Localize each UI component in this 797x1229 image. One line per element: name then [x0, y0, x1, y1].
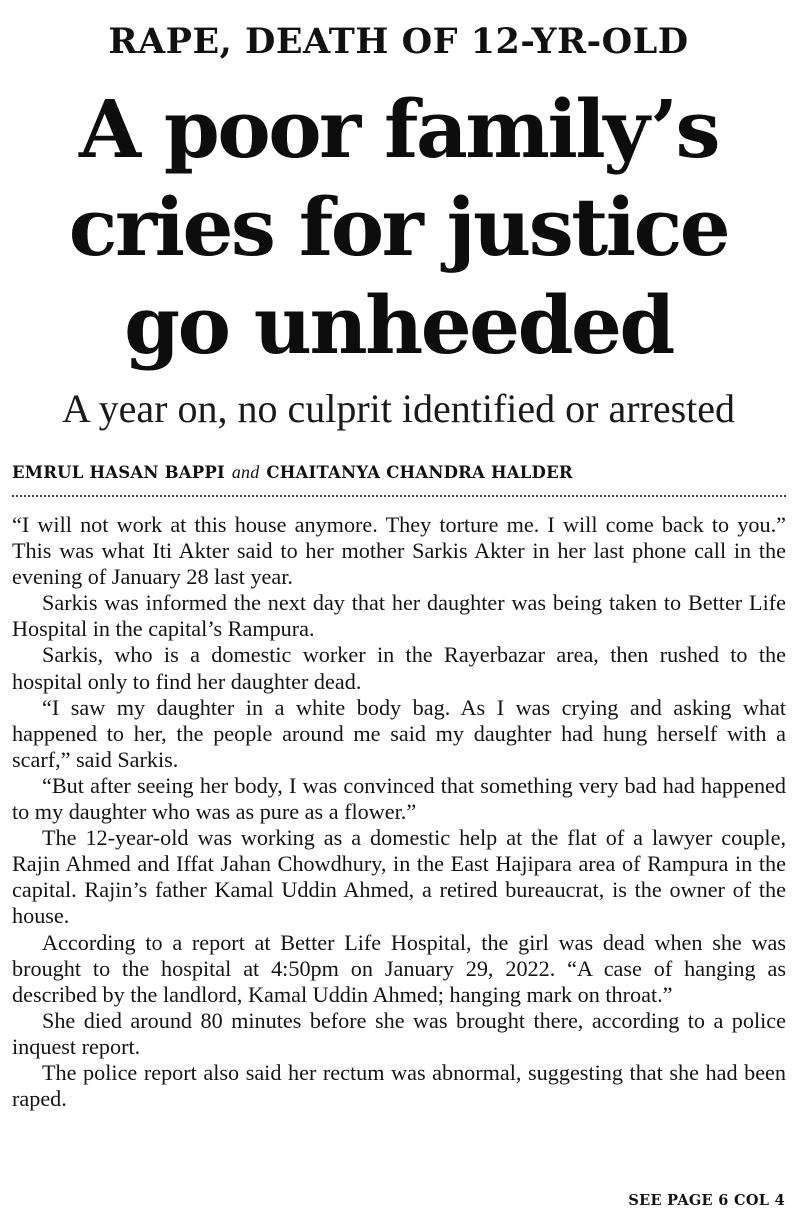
byline — [12, 459, 573, 486]
paragraph: The 12-year-old was working as a domestic help at the flat of a lawyer couple, Rajin Ahmed and Iffat Jahan Chowdhury, in the East Hajipara area of Rampura in the capital. Rajin’s father Kamal Uddin Ahmed, a retired bureaucrat, is the owner of the house. — [12, 825, 786, 929]
paragraph: According to a report at Better Life Hospital, the girl was dead when she was brought to the hospital at 4:50pm on January 29, 2022. “A case of hanging as described by the landlord, Kamal Uddin Ahmed; hanging mark on throat.” — [12, 929, 786, 1007]
headline-line-2: cries for justice — [68, 180, 729, 274]
headline-line-1: A poor family’s — [78, 82, 719, 176]
paragraph: “I will not work at this house anymore. They torture me. I will come back to you.” This was what Iti Akter said to her mother Sarkis Akter in her last phone call in the evening of January 28 last year. — [12, 512, 786, 590]
kicker: RAPE, DEATH OF 12-YR-OLD — [108, 21, 689, 62]
dotted-divider — [12, 495, 786, 497]
deck-subheadline: A year on, no culprit identified or arrested — [61, 386, 736, 431]
paragraph: “But after seeing her body, I was convinced that something very bad had happened to my daughter who was as pure as a flower.” — [12, 772, 786, 825]
byline-author-1: EMRUL HASAN BAPPI — [12, 463, 225, 482]
article-body — [12, 512, 786, 1112]
byline-author-2: CHAITANYA CHANDRA HALDER — [266, 463, 573, 482]
byline-connector: and — [231, 462, 260, 482]
jump-reference: SEE PAGE 6 COL 4 — [628, 1192, 785, 1209]
paragraph: “I saw my daughter in a white body bag. As I was crying and asking what happened to her, the people around me said my daughter had hung herself with a scarf,” said Sarkis. — [12, 694, 786, 772]
headline-line-3: go unheeded — [124, 278, 673, 372]
paragraph: The police report also said her rectum was abnormal, suggesting that she had been raped. — [12, 1059, 786, 1112]
paragraph: She died around 80 minutes before she was brought there, according to a police inquest report. — [12, 1007, 786, 1059]
headline — [0, 80, 797, 374]
paragraph: Sarkis, who is a domestic worker in the Rayerbazar area, then rushed to the hospital only to find her daughter dead. — [12, 642, 786, 694]
paragraph: Sarkis was informed the next day that her daughter was being taken to Better Life Hospital in the capital’s Rampura. — [12, 590, 786, 642]
